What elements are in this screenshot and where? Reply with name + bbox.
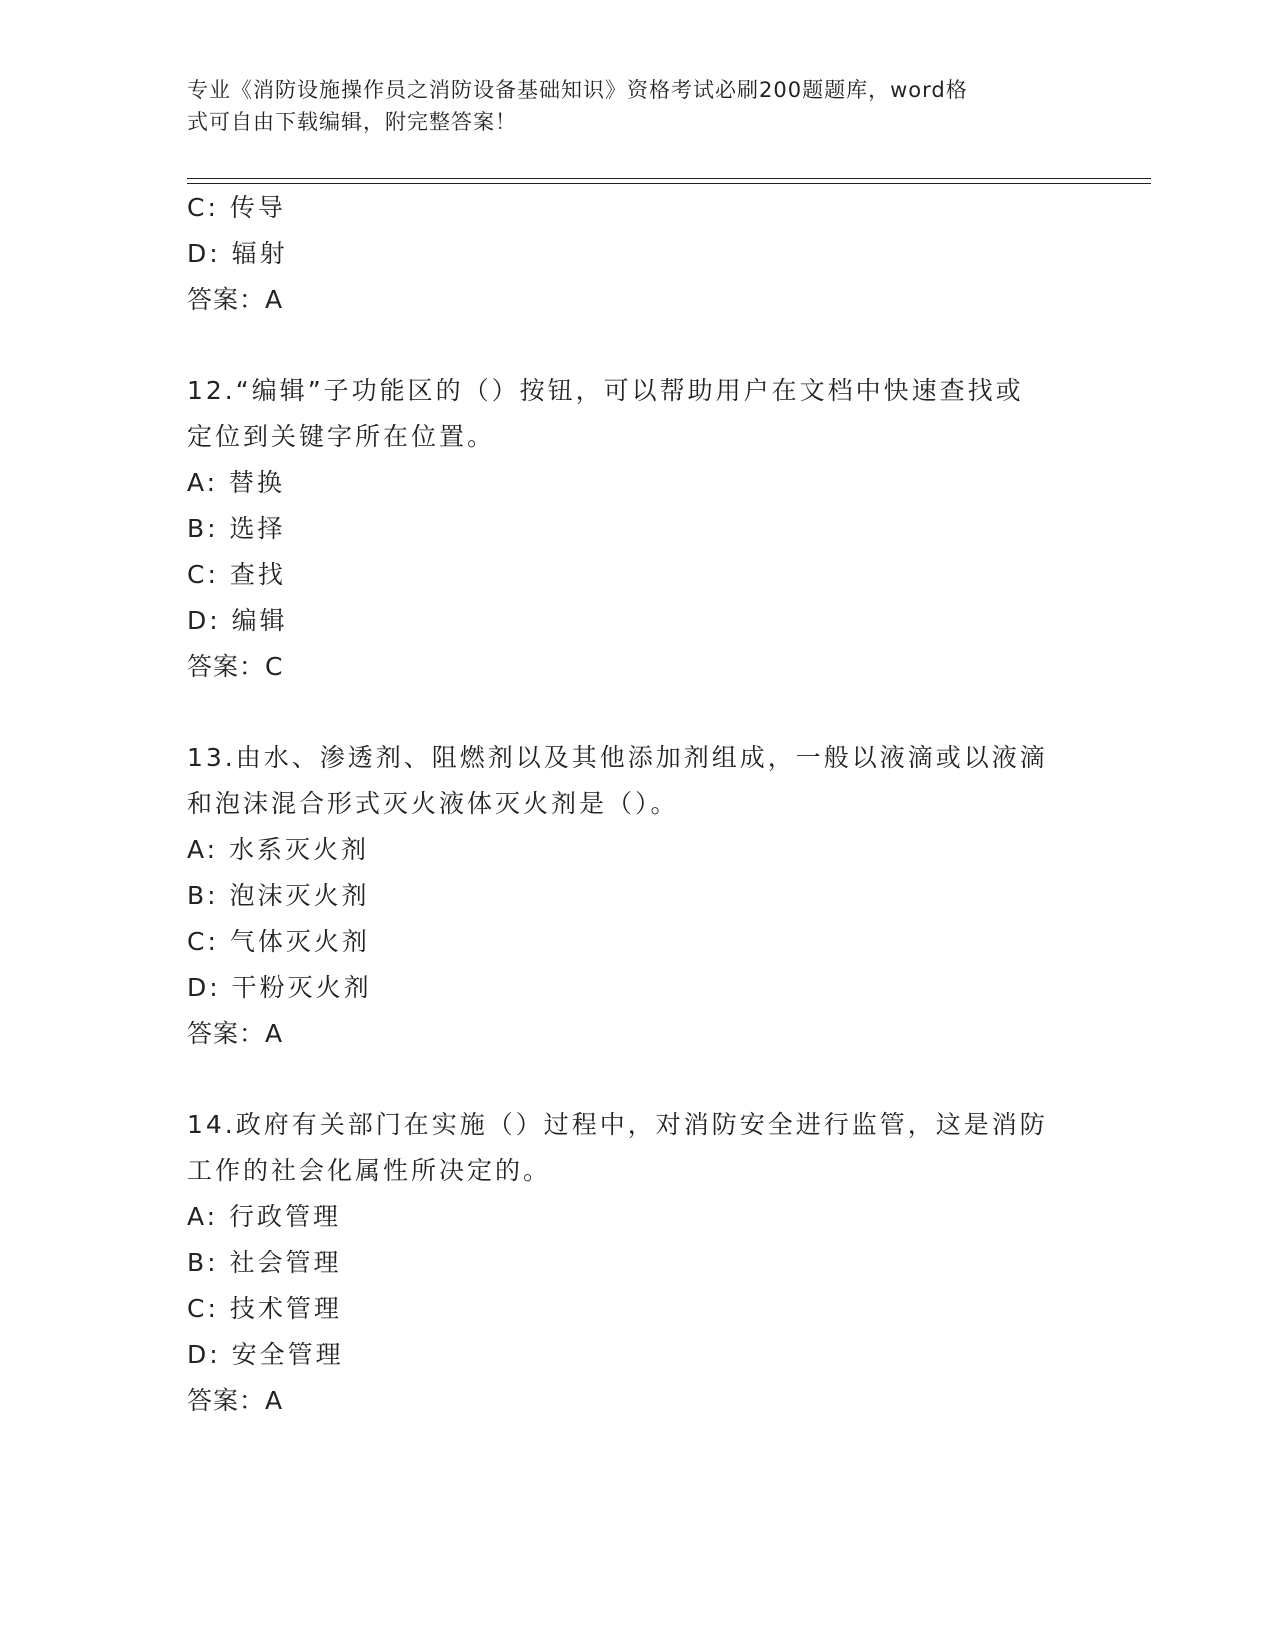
answer-label: 答案： <box>187 652 266 681</box>
question-12-answer <box>187 650 1107 684</box>
question-13-stem-line-2: 和泡沫混合形式灭火液体灭火剂是（）。 <box>187 789 679 818</box>
question-14-stem-line-2: 工作的社会化属性所决定的。 <box>187 1156 552 1185</box>
question-13-answer <box>187 1017 1107 1051</box>
question-13-option-d: D: 干粉灭火剂 <box>187 973 372 1002</box>
question-14-answer <box>187 1384 1107 1418</box>
header-divider-top <box>187 178 1151 179</box>
option-d: D: 辐射 <box>187 239 288 268</box>
question-14-option-c: C: 技术管理 <box>187 1294 342 1323</box>
header-line-1: 专业《消防设施操作员之消防设备基础知识》资格考试必刷200题题库，word格 <box>187 78 968 102</box>
question-12-option-b: B: 选择 <box>187 514 286 543</box>
question-12-option-c: C: 查找 <box>187 560 286 589</box>
question-13-option-a: A: 水系灭火剂 <box>187 835 370 864</box>
question-14-option-a: A: 行政管理 <box>187 1202 342 1231</box>
question-12-stem-line-2: 定位到关键字所在位置。 <box>187 422 496 451</box>
option-c: C: 传导 <box>187 193 286 222</box>
header-divider-bottom <box>187 183 1151 184</box>
question-13-option-b: B: 泡沫灭火剂 <box>187 881 370 910</box>
question-12-stem-line-1: 12.“编辑”子功能区的（）按钮，可以帮助用户在文档中快速查找或 <box>187 376 1024 405</box>
header-line-2: 式可自由下载编辑，附完整答案！ <box>187 110 517 134</box>
answer-label: 答案： <box>187 1386 266 1415</box>
question-12-option-a: A: 替换 <box>187 468 286 497</box>
answer-line <box>187 283 1107 317</box>
question-14-option-b: B: 社会管理 <box>187 1248 342 1277</box>
question-13-option-c: C: 气体灭火剂 <box>187 927 370 956</box>
question-13-stem-line-1: 13.由水、渗透剂、阻燃剂以及其他添加剂组成，一般以液滴或以液滴 <box>187 743 1048 772</box>
answer-value: C <box>265 652 284 681</box>
answer-label: 答案： <box>187 285 266 314</box>
question-12-option-d: D: 编辑 <box>187 606 288 635</box>
document-header <box>187 74 1067 138</box>
answer-value: A <box>265 1019 284 1048</box>
answer-value: A <box>265 1386 284 1415</box>
question-14-stem-line-1: 14.政府有关部门在实施（）过程中，对消防安全进行监管，这是消防 <box>187 1110 1048 1139</box>
answer-value: A <box>265 285 284 314</box>
answer-label: 答案： <box>187 1019 266 1048</box>
question-14-option-d: D: 安全管理 <box>187 1340 344 1369</box>
